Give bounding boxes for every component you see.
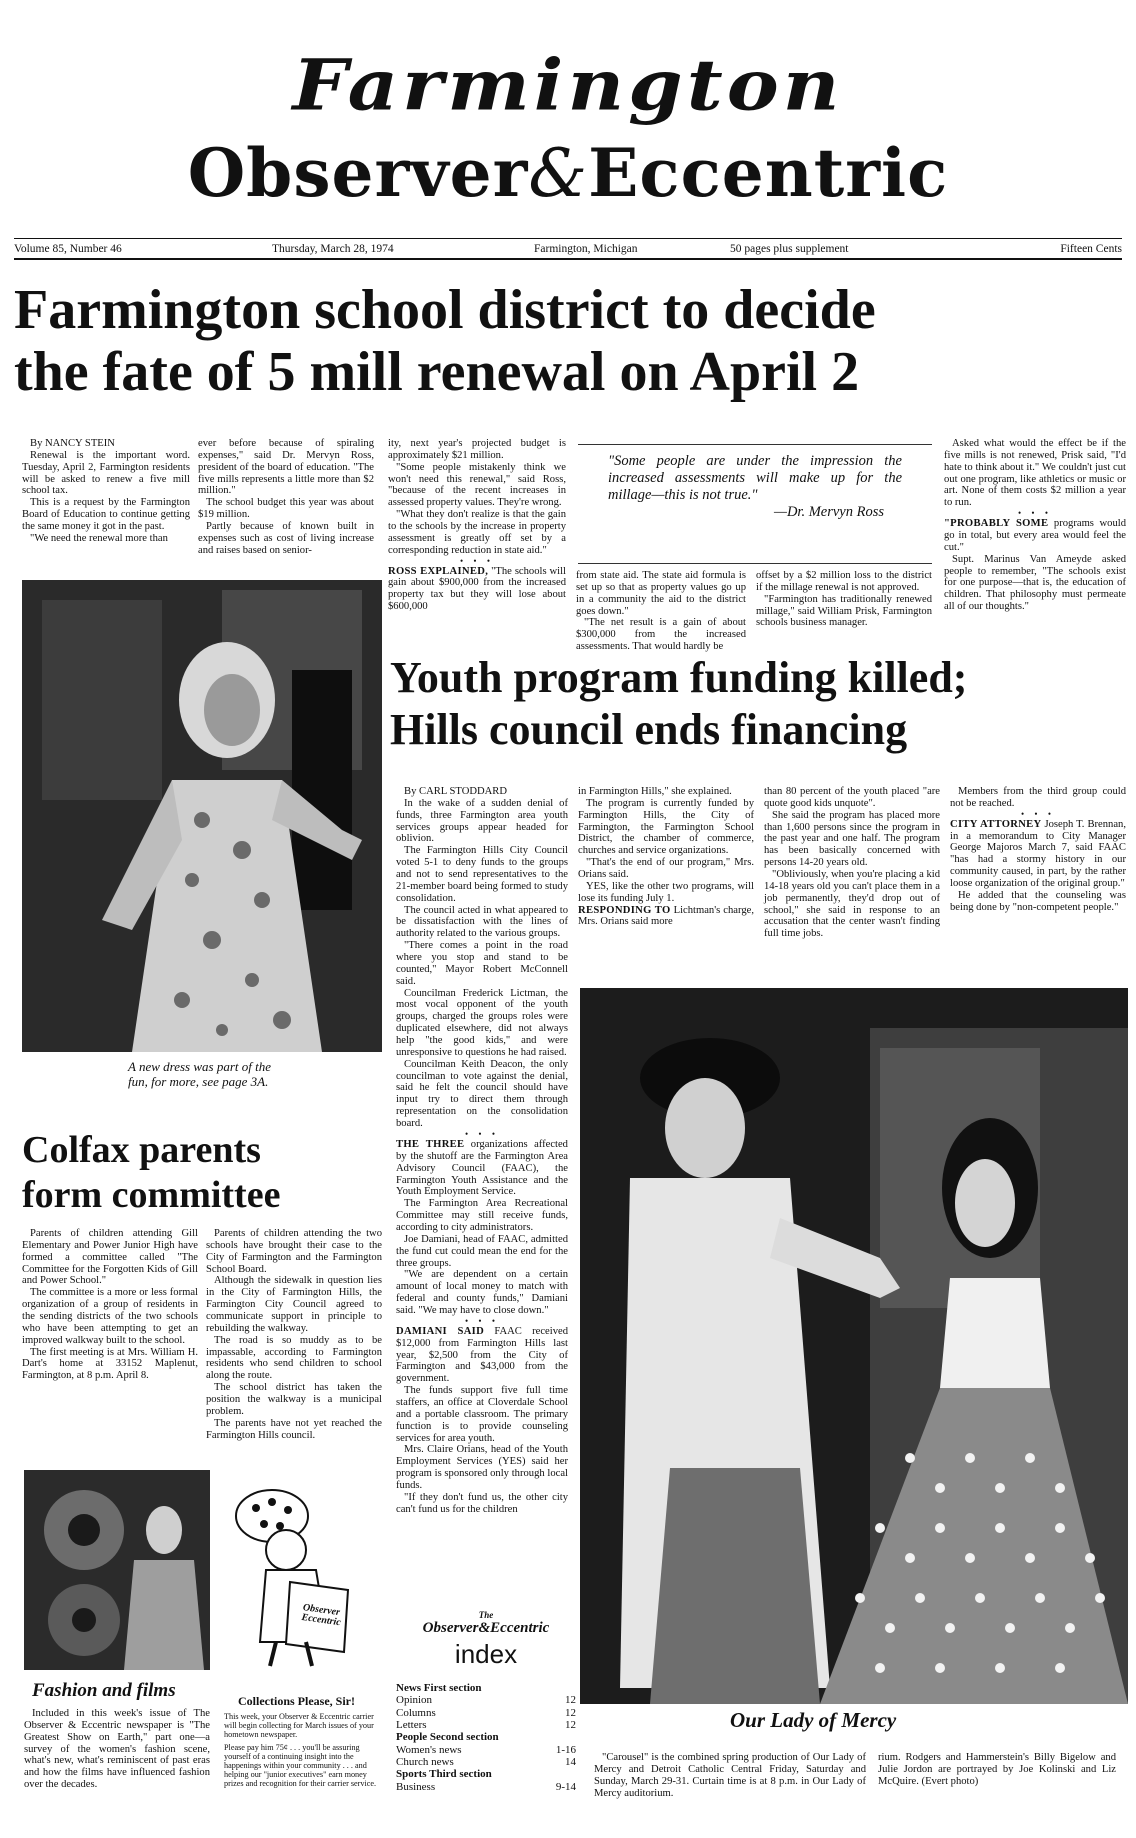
paragraph: Please pay him 75¢ . . . you'll be assuring yourself of a continuing insight into the happenings within your community . . . and helping our "junior executives" earn money prizes and recognition for their carrier service. <box>224 1742 377 1789</box>
ornament: • • • <box>465 1315 499 1326</box>
ornament: • • • <box>1018 508 1052 519</box>
index-row-page: 1-16 <box>555 1743 576 1756</box>
index-row-label: People Second section <box>396 1731 499 1744</box>
paragraph: The council acted in what appeared to be dissatisfaction with the lines of authority related to the various groups. <box>396 904 568 940</box>
paragraph: He added that the counseling was being done by "non-competent people." <box>950 889 1126 913</box>
paragraph: The first meeting is at Mrs. William H. Dart's home at 33152 Maplenut, Farmington, at 8 p.m. April 8. <box>22 1346 198 1382</box>
paragraph: Joe Damiani, head of FAAC, admitted the fund cut could mean the end for the three groups. <box>396 1233 568 1269</box>
paragraph: The program is currently funded by Farmington Hills, the City of Farmington, the Farmington School District, the chamber of commerce, churches and service organizations. <box>578 797 754 857</box>
pull-quote <box>578 444 932 564</box>
photo-new-dress <box>22 580 382 1052</box>
paragraph: Councilman Frederick Lictman, the most vocal opponent of the youth groups, charged the groups roles were duplicated elsewhere, did not always help "the good kids," and were unresponsive to questions he had raised. <box>396 987 568 1058</box>
paragraph: The school budget this year was about $19 million. <box>198 497 374 521</box>
paragraph: "We are dependent on a certain amount of local money to match with federal and county funds," Damiani said. "We may have to close down." <box>396 1269 568 1316</box>
lead-column-6 <box>944 438 1126 613</box>
carrier-boy-icon <box>220 1472 382 1668</box>
colfax-column-1 <box>22 1228 198 1382</box>
paragraph: Members from the third group could not be reached. <box>950 786 1126 809</box>
folio-line <box>14 238 1122 260</box>
lead-column-2 <box>198 438 374 557</box>
masthead-title-line1: Farmington <box>292 44 844 127</box>
index-row-page: 12 <box>565 1706 576 1719</box>
youth-headline-line2: Hills council ends financing <box>390 704 908 754</box>
photo-fashion-films-image <box>24 1470 210 1670</box>
paragraph: The Farmington Hills City Council voted 5-1 to deny funds to the groups and not to send representatives to the 21-member board being formed to study consolidation. <box>396 845 568 904</box>
paragraph: "There comes a point in the road where you stop and stand to be counted," Mayor Robert McConnell said. <box>396 940 568 987</box>
subhead: RESPONDING TO <box>578 904 671 916</box>
lead-headline <box>14 280 1124 403</box>
paragraph: Supt. Marinus Van Ameyde asked people to remember, "The schools exist for one purpose—that is, the education of children. That philosophy must permeate all of our thoughts." <box>944 553 1126 613</box>
index-list <box>396 1682 576 1793</box>
photo-new-dress-image <box>22 580 382 1052</box>
dateline: Farmington, Michigan <box>534 243 638 255</box>
ornament: • • • <box>465 1128 499 1139</box>
mercy-column-2 <box>878 1752 1116 1788</box>
paragraph: This is a request by the Farmington Board of Education to continue getting the same money it got in the past. <box>22 497 190 533</box>
youth-column-3 <box>764 786 940 940</box>
mercy-column-1 <box>594 1752 866 1799</box>
index-row-label: Letters <box>396 1718 427 1731</box>
masthead-ampersand: & <box>528 135 589 212</box>
paragraph: "If they don't fund us, the other city can't fund us for the children <box>396 1491 568 1515</box>
index-row-label: News First section <box>396 1682 482 1694</box>
subhead: THE THREE <box>396 1138 465 1150</box>
index-row <box>396 1744 576 1756</box>
colfax-headline-line2: form committee <box>22 1173 281 1216</box>
paragraph: offset by a $2 million loss to the district if the millage renewal is not approved. <box>756 570 932 593</box>
carrier-bag-label: Observer Eccentric <box>300 1602 342 1629</box>
photo-new-dress-caption: A new dress was part of the fun, for more, see page 3A. <box>128 1059 272 1089</box>
fashion-text <box>24 1708 210 1791</box>
index-row <box>396 1694 576 1706</box>
paragraph: Mrs. Claire Orians, head of the Youth Employment Services (YES) said her program is sponsored only through local funds. <box>396 1444 568 1491</box>
masthead-title-line2 <box>0 134 1136 212</box>
price: Fifteen Cents <box>1060 243 1122 255</box>
masthead-observer: Observer <box>187 134 529 212</box>
youth-column-1 <box>396 786 568 1516</box>
index-row <box>396 1682 576 1694</box>
paragraph: "Farmington has traditionally renewed millage," said William Prisk, Farmington schools business manager. <box>756 593 932 629</box>
paragraph: than 80 percent of the youth placed "are quote good kids unquote". <box>764 786 940 809</box>
paragraph: Renewal is the important word. Tuesday, April 2, Farmington residents will be asked to renew a five mill school tax. <box>22 449 190 497</box>
subhead: CITY ATTORNEY <box>950 818 1042 830</box>
photo-carousel-image <box>580 988 1128 1704</box>
lead-column-3 <box>388 438 566 613</box>
paragraph: "That's the end of our program," Mrs. Orians said. <box>578 857 754 881</box>
paragraph: Lichtman's charge, Mrs. Orians said more <box>578 904 754 928</box>
ornament: • • • <box>1021 808 1055 819</box>
paragraph: The parents have not yet reached the Farmington Hills council. <box>206 1417 382 1441</box>
youth-column-4 <box>950 786 1126 914</box>
paragraph: programs would go in total, but every area would feel the cut." <box>944 518 1126 553</box>
lead-headline-line2: the fate of 5 mill renewal on April 2 <box>14 340 860 403</box>
index-row-page: 14 <box>565 1755 576 1768</box>
youth-column-2 <box>578 786 754 928</box>
carrier-illustration <box>220 1472 382 1720</box>
ornament: • • • <box>460 555 494 566</box>
photo-fashion-films <box>24 1470 210 1670</box>
subhead: ROSS EXPLAINED, <box>388 565 489 577</box>
paragraph: organizations affected by the shutoff are the Farmington Area Advisory Council (FAAC), the Farmington Youth Assistance and the Youth Employment Service. <box>396 1138 568 1198</box>
index-box <box>396 1610 576 1793</box>
paragraph: "Carousel" is the combined spring production of Our Lady of Mercy and Detroit Catholic Central Friday, Saturday and Sunday, March 29-31. Curtain time is at 8 p.m. in Our Lady of Mercy auditorium. <box>594 1752 866 1799</box>
volume-number: Volume 85, Number 46 <box>14 243 122 255</box>
subhead: "PROBABLY SOME <box>944 518 1049 530</box>
photo-carousel <box>580 988 1128 1704</box>
fashion-title: Fashion and films <box>32 1680 176 1701</box>
paragraph: She said the program has placed more than 1,600 persons since the program in the past year and one half. The program has been basically concerned with persons 14-20 years old. <box>764 809 940 869</box>
index-row-label: Church news <box>396 1755 454 1768</box>
paragraph: The school district has taken the position the walkway is a municipal problem. <box>206 1382 382 1417</box>
subhead: DAMIANI SAID <box>396 1325 485 1337</box>
lead-byline: By NANCY STEIN <box>30 438 115 449</box>
index-row-label: Columns <box>396 1706 436 1719</box>
index-row <box>396 1781 576 1793</box>
colfax-headline-line1: Colfax parents <box>22 1129 261 1171</box>
youth-byline: By CARL STODDARD <box>404 786 508 797</box>
lead-column-4 <box>576 570 746 653</box>
page-count: 50 pages plus supplement <box>730 243 849 255</box>
paragraph: Included in this week's issue of The Observer & Eccentric newspaper is "The Greatest Show on Earth," part one—a survey of the women's fashion scene, what's new, what's reminiscent of past eras and how the films have influenced fashion over the decades. <box>24 1708 210 1791</box>
index-logo: Observer&Eccentric <box>422 1620 550 1636</box>
index-row <box>396 1719 576 1731</box>
paragraph: rium. Rodgers and Hammerstein's Billy Bigelow and Julie Jordon are portrayed by Joe Kolinski and Liz McQuire. (Evert photo) <box>878 1752 1116 1787</box>
colfax-headline <box>22 1128 382 1218</box>
index-row-page: 12 <box>565 1694 576 1707</box>
lead-column-5 <box>756 570 932 629</box>
youth-headline <box>390 652 1130 756</box>
youth-headline-line1: Youth program funding killed; <box>390 653 968 702</box>
collections-title: Collections Please, Sir! <box>238 1694 355 1708</box>
paragraph: "Obliviously, when you're placing a kid 14-18 years old you can't place them in a job permanently, they'd drop out of school," she said in response to an accusation that the center wasn't finding full time jobs. <box>764 869 940 940</box>
paragraph: Parents of children attending the two schools have brought their case to the City of Farmington and the Farmington School Board. <box>206 1228 382 1275</box>
colfax-column-2 <box>206 1228 382 1441</box>
paragraph: Parents of children attending Gill Elementary and Power Junior High have formed a committee called "The Committee for the Forgotten Kids of Gill and Power School." <box>22 1228 198 1287</box>
paragraph: from state aid. The state aid formula is set up so that as property values go up in a community the aid to the district goes down." <box>576 570 746 617</box>
pull-quote-text: "Some people are under the impression the increased assessments will make up for the millage—this is not true." <box>608 453 902 504</box>
index-title: index <box>454 1639 518 1669</box>
paragraph: "The schools will gain about $900,000 from the increased property tax but they will lose about $600,000 <box>388 565 567 613</box>
index-row <box>396 1768 576 1780</box>
index-row-label: Sports Third section <box>396 1768 492 1781</box>
paragraph: Partly because of known built in expenses such as cost of living increase and raises based on senior- <box>198 521 374 556</box>
paragraph: This week, your Observer & Eccentric carrier will begin collecting for March issues of your hometown newspaper. <box>224 1712 374 1740</box>
paragraph: The committee is a more or less formal organization of a group of residents in the sending districts of the two schools who have been attempting to get an improved walkway built to the school. <box>22 1287 198 1346</box>
collections-text <box>224 1712 382 1789</box>
paragraph: Councilman Keith Deacon, the only councilman to vote against the denial, said he felt the council should have input try to direct them through representation on the consolidation board. <box>396 1058 568 1130</box>
index-row-label: Business <box>396 1780 436 1793</box>
mercy-title: Our Lady of Mercy <box>730 1708 897 1732</box>
paragraph: "Some people mistakenly think we won't need this renewal," said Ross, "because of the recent increases in assessed property values. They're wrong. <box>388 461 566 509</box>
issue-date: Thursday, March 28, 1974 <box>272 243 394 255</box>
lead-headline-line1: Farmington school district to decide <box>14 279 876 341</box>
paragraph: FAAC received $12,000 from Farmington Hills last year, $2,500 from the City of Farmington and $43,000 from the government. <box>396 1325 568 1385</box>
lead-column-1 <box>22 438 190 545</box>
paragraph: The Farmington Area Recreational Committee may still receive funds, according to city administrators. <box>396 1198 568 1233</box>
paragraph: The road is so muddy as to be impassable, according to Farmington residents who send children to school along the route. <box>206 1334 382 1382</box>
paragraph: "The net result is a gain of about $300,000 from the increased assessments. That would hardly be <box>576 617 746 653</box>
masthead-eccentric: Eccentric <box>588 134 949 212</box>
index-row-label: Opinion <box>396 1694 433 1707</box>
paragraph: Although the sidewalk in question lies in the City of Farmington Hills, the Farmington City Council agreed to communicate support in principle to rebuilding the walkway. <box>206 1275 382 1334</box>
paragraph: YES, like the other two programs, will lose its funding July 1. <box>578 880 754 904</box>
index-logo-the: The <box>478 1610 494 1620</box>
index-row <box>396 1756 576 1768</box>
index-row <box>396 1707 576 1719</box>
paragraph: ever before because of spiraling expenses," said Dr. Mervyn Ross, president of the board of education. "The five mills represents a little more than $2 million." <box>198 438 374 497</box>
index-row <box>396 1731 576 1743</box>
index-row-page: 12 <box>565 1718 576 1731</box>
paragraph: ity, next year's projected budget is approximately $21 million. <box>388 438 566 461</box>
paragraph: In the wake of a sudden denial of funds, three Farmington area youth services groups appear headed for oblivion. <box>396 797 568 845</box>
index-row-page: 9-14 <box>555 1780 576 1793</box>
paragraph: "What they don't realize is that the gain to the schools by the increase in property assessment is greatly off set by a corresponding reduction in state aid." <box>388 509 566 556</box>
paragraph: Joseph T. Brennan, in a memorandum to City Manager George Majoros March 7, said FAAC "has had a stormy history in our community caused, in part, by the rather loose organization of the original group." <box>950 818 1126 890</box>
paragraph: The funds support five full time staffers, an office at Cloverdale School and a portable classroom. The primary function is to provide counseling services for area youth. <box>396 1385 568 1444</box>
pull-quote-attribution: —Dr. Mervyn Ross <box>774 504 884 521</box>
index-row-label: Women's news <box>396 1743 462 1756</box>
paragraph: Asked what would the effect be if the five mills is not renewed, Prisk said, "I'd hate to think about it." We couldn't just cut out one program, like athletics or music or art. None of them costs $2 million a year to run. <box>944 438 1126 509</box>
paragraph: "We need the renewal more than <box>30 532 168 544</box>
paragraph: in Farmington Hills," she explained. <box>578 786 732 797</box>
